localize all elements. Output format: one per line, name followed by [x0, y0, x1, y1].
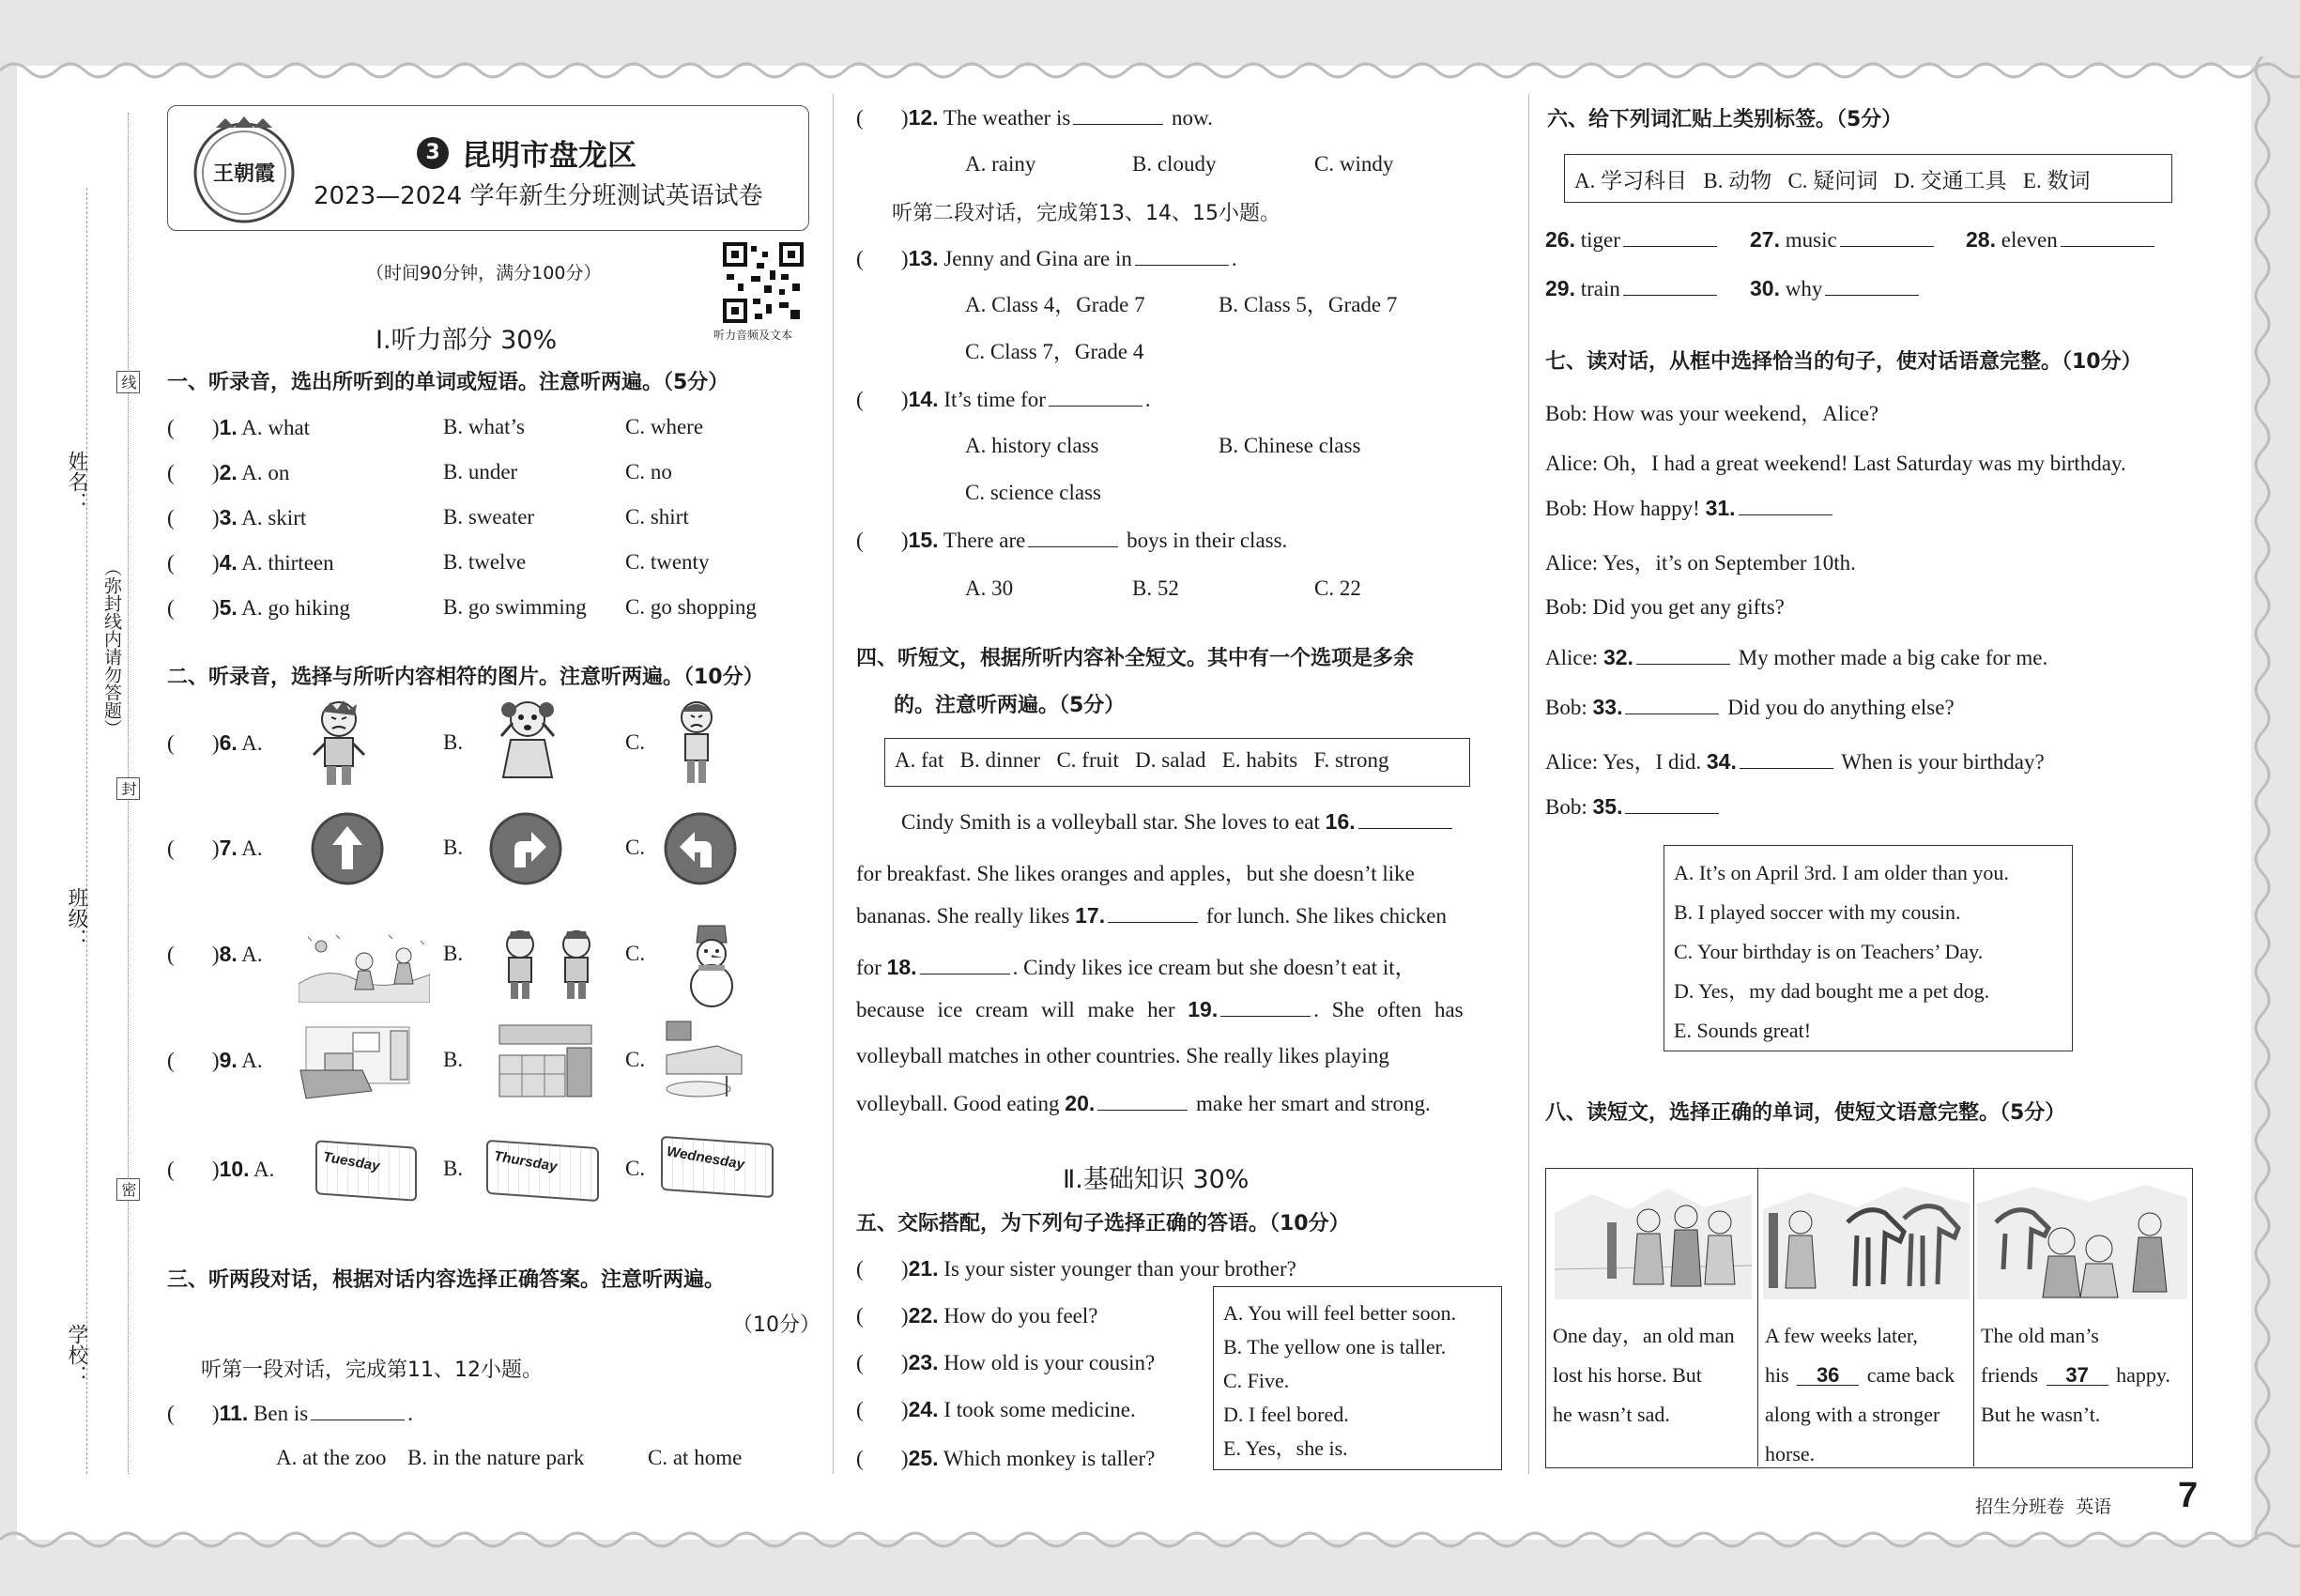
q13-option-a: A. Class 4，Grade 7 — [965, 293, 1145, 316]
answer-blank[interactable] — [1636, 645, 1730, 665]
answer-paren[interactable]: ( ) — [167, 943, 220, 966]
angry-boy-picture — [306, 695, 372, 789]
seal-note: （弥封线内请勿答题） — [101, 559, 122, 737]
dialogue-line-5: Bob: Did you get any gifts? — [1545, 595, 1785, 619]
living-room-picture — [661, 1018, 745, 1102]
q3-option-b: B. sweater — [443, 505, 535, 529]
answer-paren[interactable]: ( ) — [856, 1351, 909, 1374]
q5-row: ( )5. A. go hiking — [167, 595, 350, 620]
q12-option-b: B. cloudy — [1132, 152, 1217, 176]
q8-option-b: B. — [443, 942, 464, 965]
dialogue-line-8: Alice: Yes，I did. 34. When is your birthday? — [1545, 749, 2045, 774]
q4-row: ( )4. A. thirteen — [167, 550, 334, 575]
answer-paren[interactable]: ( ) — [856, 1304, 909, 1327]
q1-option-c: C. where — [625, 415, 704, 438]
section3-score: （10分） — [732, 1313, 820, 1337]
section5-answer-box — [1213, 1286, 1502, 1470]
story-col-divider-1 — [1757, 1168, 1758, 1466]
q28-row: 28. eleven — [1966, 225, 2157, 254]
q24-row: ( )24. I took some medicine. — [856, 1397, 1136, 1421]
q6-option-b: B. — [443, 730, 464, 754]
answer-blank[interactable] — [1825, 276, 1919, 296]
passage-line-6: volleyball matches in other countries. She really likes playing — [856, 1044, 1389, 1067]
q5-option-c: C. go shopping — [625, 595, 757, 619]
q21-row: ( )21. Is your sister younger than your brother? — [856, 1256, 1296, 1281]
bedroom-picture — [297, 1018, 419, 1102]
header-district-line — [417, 131, 636, 174]
answer-paren[interactable]: ( ) — [856, 1398, 909, 1421]
q26-row: 26. tiger — [1545, 225, 1720, 254]
snowman-picture — [674, 922, 749, 1008]
horses-return-picture — [1763, 1175, 1970, 1299]
answer-paren[interactable]: ( ) — [167, 836, 220, 860]
answer-paren[interactable]: ( ) — [167, 1402, 220, 1425]
passage-line-7: volleyball. Good eating 20. make her smart and strong. — [856, 1091, 1431, 1115]
part1-title: Ⅰ.听力部分 30% — [376, 326, 558, 355]
answer-blank[interactable] — [1220, 997, 1311, 1017]
calendar-thursday-picture: Thursday — [486, 1140, 599, 1202]
dialogue-line-6: Alice: 32. My mother made a big cake for me. — [1545, 645, 2048, 669]
q12-option-c: C. windy — [1314, 152, 1394, 176]
qr-code-icon — [723, 242, 804, 323]
friends-happy-picture — [1977, 1175, 2187, 1299]
passage-line-5: because ice cream will make her 19. . She often has — [856, 997, 1464, 1021]
answer-blank[interactable] — [311, 1401, 405, 1420]
q11-option-b: B. in the nature park — [407, 1446, 585, 1469]
q12-option-a: A. rainy — [965, 152, 1036, 176]
q14-option-b: B. Chinese class — [1219, 434, 1361, 457]
two-kids-picture — [483, 926, 614, 1001]
q27-row: 27. music — [1750, 225, 1937, 254]
q10-option-b: B. — [443, 1157, 464, 1180]
page-number: 7 — [2178, 1476, 2199, 1515]
q5-option-b: B. go swimming — [443, 595, 587, 619]
class-label: 班级： — [65, 887, 88, 949]
part2-title: Ⅱ.基础知识 30% — [1063, 1165, 1250, 1194]
footer-label: 招生分班卷 英语 — [1975, 1496, 2112, 1517]
q7-option-c: C. — [625, 836, 646, 859]
q8-row: ( )8. A. — [167, 942, 263, 966]
paper-number-badge: 3 — [417, 137, 449, 169]
time-note: （时间90分钟，满分100分） — [366, 263, 602, 284]
qr-caption: 听力音频及文本 — [713, 329, 793, 342]
section5-title: 五、交际搭配，为下列句子选择正确的答语。（10分） — [856, 1212, 1350, 1235]
dialogue-line-3: Bob: How happy! 31. — [1545, 496, 1835, 521]
q10-row: ( )10. A. — [167, 1157, 275, 1181]
answer-paren[interactable]: ( ) — [167, 416, 220, 439]
q15-option-b: B. 52 — [1132, 576, 1179, 600]
q22-row: ( )22. How do you feel? — [856, 1303, 1098, 1327]
section8-title: 八、读短文，选择正确的单词，使短文语意完整。（5分） — [1545, 1101, 2066, 1125]
section5-answers: A. You will feel better soon. B. The yellow one is taller. C. Five. D. I feel bored. E. Yes，she is. — [1223, 1301, 1457, 1460]
blank-37[interactable]: 37 — [2047, 1366, 2108, 1386]
answer-blank[interactable] — [1097, 1091, 1188, 1111]
story-panel-1-text: One day，an old man lost his horse. But he wasn’t sad. — [1553, 1324, 1735, 1426]
q13-row: ( )13. Jenny and Gina are in . — [856, 246, 1237, 270]
calendar-tuesday-picture: Tuesday — [315, 1140, 417, 1202]
q7-option-b: B. — [443, 836, 464, 859]
answer-blank[interactable] — [1049, 387, 1142, 407]
q15-option-c: C. 22 — [1314, 576, 1361, 600]
sad-girl-picture — [668, 695, 725, 789]
wave-border-right — [2234, 56, 2291, 1540]
q9-row: ( )9. A. — [167, 1048, 263, 1072]
dialogue-line-1: Bob: How was your weekend，Alice? — [1545, 402, 1879, 425]
answer-paren[interactable]: ( ) — [856, 1257, 909, 1281]
q6-option-c: C. — [625, 730, 646, 754]
seal-mark-mi: 密 — [116, 1178, 140, 1201]
q9-option-c: C. — [625, 1048, 646, 1071]
column-separator-1 — [833, 94, 834, 1474]
dialogue2-note: 听第二段对话，完成第13、14、15小题。 — [892, 202, 1280, 225]
answer-blank[interactable] — [1623, 276, 1717, 296]
q3-row: ( )3. A. skirt — [167, 505, 307, 529]
story-panel-3-text: The old man’s friends 37 happy. But he wasn’t. — [1981, 1324, 2170, 1426]
q14-row: ( )14. It’s time for . — [856, 387, 1151, 411]
answer-paren[interactable]: ( ) — [856, 1447, 909, 1470]
kitchen-picture — [494, 1018, 597, 1102]
section7-title: 七、读对话，从框中选择恰当的句子，使对话语意完整。（10分） — [1545, 350, 2142, 374]
section4-title-line1: 四、听短文，根据所听内容补全短文。其中有一个选项是多余 — [856, 647, 1415, 670]
exam-title: 2023—2024 学年新生分班测试英语试卷 — [314, 182, 763, 210]
old-man-lost-horse-picture — [1555, 1175, 1752, 1299]
section2-title: 二、听录音，选择与所听内容相符的图片。注意听两遍。（10分） — [167, 666, 764, 689]
section3-title: 三、听两段对话，根据对话内容选择正确答案。注意听两遍。 — [167, 1268, 726, 1292]
wave-border-top — [0, 52, 2300, 89]
passage-line-1: Cindy Smith is a volleyball star. She loves to eat 16. — [901, 809, 1455, 835]
answer-blank[interactable] — [1840, 227, 1934, 247]
section7-options-box — [1664, 845, 2073, 1051]
answer-blank[interactable] — [920, 955, 1010, 974]
section6-options: A. 学习科目 B. 动物 C. 疑问词 D. 交通工具 E. 数词 — [1574, 169, 2091, 192]
q8-option-c: C. — [625, 942, 646, 965]
arrow-up-sign-icon — [310, 811, 385, 886]
q4-option-b: B. twelve — [443, 550, 527, 574]
passage-line-2: for breakfast. She likes oranges and apples，but she doesn’t like — [856, 862, 1415, 885]
answer-paren[interactable]: ( ) — [856, 529, 909, 552]
q10-option-c: C. — [625, 1157, 646, 1180]
q6-row: ( )6. A. — [167, 730, 263, 755]
q4-option-c: C. twenty — [625, 550, 710, 574]
q7-row: ( )7. A. — [167, 836, 263, 860]
section4-options: A. fat B. dinner C. fruit D. salad E. habits F. strong — [895, 748, 1389, 772]
story-panel-2-text: A few weeks later, his 36 came back along with a stronger horse. — [1765, 1324, 1955, 1466]
dialogue-line-9: Bob: 35. — [1545, 794, 1722, 820]
q29-row: 29. train — [1545, 274, 1720, 303]
q11-row: ( )11. Ben is . — [167, 1401, 413, 1425]
turn-left-sign-icon — [663, 811, 738, 886]
answer-paren[interactable]: ( ) — [856, 247, 909, 270]
seal-mark-feng: 封 — [116, 777, 140, 800]
q14-option-c: C. science class — [965, 481, 1101, 504]
answer-blank[interactable] — [1740, 749, 1833, 769]
logo-emblem — [188, 115, 300, 227]
scared-girl-picture — [490, 695, 565, 789]
q2-option-c: C. no — [625, 460, 672, 483]
q13-option-b: B. Class 5，Grade 7 — [1219, 293, 1398, 316]
answer-paren[interactable]: ( ) — [167, 551, 220, 575]
q12-row: ( )12. The weather is now. — [856, 105, 1213, 130]
q25-row: ( )25. Which monkey is taller? — [856, 1446, 1156, 1470]
blank-36[interactable]: 36 — [1797, 1366, 1859, 1386]
q15-row: ( )15. There are boys in their class. — [856, 528, 1288, 552]
answer-blank[interactable] — [1625, 695, 1719, 714]
answer-blank[interactable] — [1739, 496, 1832, 515]
answer-paren[interactable]: ( ) — [167, 731, 220, 755]
column-separator-2 — [1528, 94, 1529, 1474]
dialogue-line-4: Alice: Yes，it’s on September 10th. — [1545, 551, 1856, 575]
logo-text: 王朝霞 — [212, 161, 276, 186]
dialogue-line-7: Bob: 33. Did you do anything else? — [1545, 695, 1955, 719]
answer-blank[interactable] — [1623, 227, 1717, 247]
seal-mark-xian: 线 — [116, 371, 140, 393]
section1-title: 一、听录音，选出所听到的单词或短语。注意听两遍。（5分） — [167, 371, 729, 394]
q30-row: 30. why — [1750, 274, 1922, 303]
calendar-wednesday-picture: Wednesday — [661, 1136, 774, 1198]
answer-paren[interactable]: ( ) — [167, 506, 220, 529]
answer-paren[interactable]: ( ) — [167, 1049, 220, 1072]
q1-row: ( )1. A. what — [167, 415, 311, 439]
answer-paren[interactable]: ( ) — [167, 596, 220, 620]
q3-option-c: C. shirt — [625, 505, 689, 529]
district-title: 昆明市盘龙区 — [462, 139, 636, 173]
section6-title: 六、给下列词汇贴上类别标签。（5分） — [1547, 108, 1903, 131]
passage-line-3: bananas. She really likes 17. for lunch. She likes chicken — [856, 903, 1447, 928]
snowy-scene-picture — [299, 928, 430, 1003]
passage-line-4: for 18. . Cindy likes ice cream but she doesn’t eat it， — [856, 955, 1417, 979]
dialogue1-note: 听第一段对话，完成第11、12小题。 — [201, 1358, 543, 1382]
q9-option-b: B. — [443, 1048, 464, 1071]
section7-options: A. It’s on April 3rd. I am older than you. B. I played soccer with my cousin. C. Your birthday is on Teachers’ Day. D. Yes，my dad bought me a pet dog. E. Sounds great! — [1674, 861, 2009, 1042]
answer-blank[interactable] — [1108, 903, 1198, 923]
q11-option-a: A. at the zoo — [276, 1446, 387, 1469]
q13-option-c: C. Class 7，Grade 4 — [965, 340, 1144, 363]
answer-blank[interactable] — [2061, 227, 2154, 247]
turn-right-sign-icon — [488, 811, 563, 886]
q2-option-b: B. under — [443, 460, 518, 483]
q15-option-a: A. 30 — [965, 576, 1014, 600]
name-label: 姓名： — [65, 451, 88, 513]
q2-row: ( )2. A. on — [167, 460, 290, 484]
answer-blank[interactable] — [1135, 246, 1229, 266]
section4-options-box — [884, 738, 1470, 787]
section4-title-line2: 的。注意听两遍。（5分） — [894, 694, 1126, 717]
q1-option-b: B. what’s — [443, 415, 525, 438]
answer-blank[interactable] — [1028, 528, 1118, 547]
answer-paren[interactable]: ( ) — [167, 461, 220, 484]
answer-paren[interactable]: ( ) — [856, 106, 909, 130]
answer-blank[interactable] — [1625, 794, 1719, 814]
section6-options-box — [1564, 154, 2172, 203]
binding-dashed-line — [86, 188, 87, 1474]
story-col-divider-2 — [1973, 1168, 1974, 1466]
answer-paren[interactable]: ( ) — [856, 388, 909, 411]
wave-border-bottom — [0, 1521, 2300, 1558]
q23-row: ( )23. How old is your cousin? — [856, 1350, 1156, 1374]
answer-blank[interactable] — [1073, 105, 1163, 125]
answer-paren[interactable]: ( ) — [167, 1158, 220, 1181]
dialogue-line-2: Alice: Oh，I had a great weekend! Last Saturday was my birthday. — [1545, 452, 2126, 475]
q14-option-a: A. history class — [965, 434, 1099, 457]
answer-blank[interactable] — [1358, 809, 1452, 829]
q11-option-c: C. at home — [648, 1446, 743, 1469]
school-label: 学校： — [65, 1324, 88, 1386]
